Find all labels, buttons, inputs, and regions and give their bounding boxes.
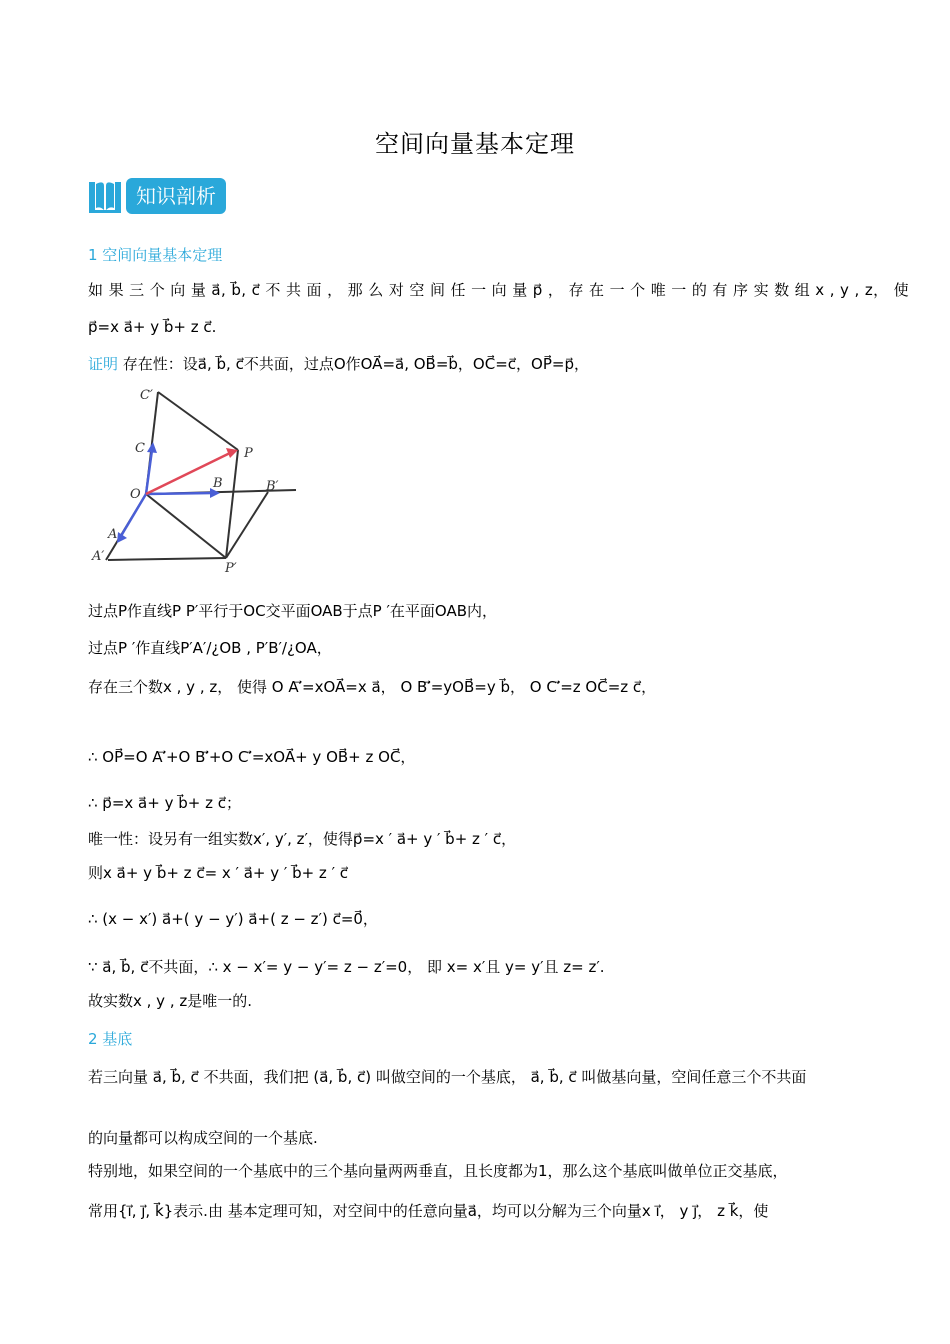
proof-formula-line: 则x a⃗+ y b⃗+ z c⃗= x ′ a⃗+ y ′ b⃗+ z ′ c⃗ [88, 864, 348, 882]
basis-text-line: 特别地，如果空间的一个基底中的三个基向量两两垂直，且长度都为1，那么这个基底叫做单位正交基底， [88, 1162, 788, 1180]
label-o: O [130, 487, 141, 502]
section-heading: 2 基底 [88, 1030, 133, 1048]
figure-edge [146, 494, 226, 558]
proof-label: 证明 [88, 355, 119, 373]
label-b: B [213, 476, 223, 491]
proof-line [88, 353, 589, 374]
label-b-prime: B′ [266, 479, 279, 494]
proof-formula-line: ∴ OP⃗=O A′⃗+O B′⃗+O C′⃗=xOA⃗+ y OB⃗+ z OC⃗， [88, 748, 416, 766]
proof-existence-text: 存在性：设a⃗, b⃗, c⃗不共面，过点O作OA⃗=a⃗, OB⃗=b⃗，OC⃗=c⃗，OP⃗=p⃗， [122, 355, 589, 373]
basis-text-line: 常用{i⃗, j⃗, k⃗}表示.由 基本定理可知，对空间中的任意向量a⃗，均可以分解为三个向量x i⃗， y j⃗， z k⃗，使 [88, 1202, 769, 1220]
label-c-prime: C′ [140, 388, 153, 403]
basis-text-line: 若三向量 a⃗, b⃗, c⃗ 不共面，我们把 (a⃗, b⃗, c⃗) 叫做空间的一个基底， a⃗, b⃗, c⃗ 叫做基向量，空间任意三个不共面 [88, 1068, 807, 1086]
theorem-text: 如 果 三 个 向 量 a⃗, b⃗, c⃗ 不 共 面 ， 那 么 对 空 间 任 一 向 量 p⃗ ， 存 在 一 个 唯 一 的 有 序 实 数 组 x , y , z， 使 [88, 281, 910, 299]
proof-formula-line: ∴ p⃗=x a⃗+ y b⃗+ z c⃗； [88, 794, 241, 812]
label-a-prime: A′ [92, 549, 105, 564]
banner-label: 知识剖析 [126, 178, 226, 214]
label-c: C [135, 441, 145, 456]
page-title: 空间向量基本定理 [375, 130, 575, 158]
figure-edge [108, 558, 226, 560]
label-p-prime: P′ [225, 561, 237, 576]
vector-figure [88, 382, 303, 587]
proof-formula-line: ∴ (x − x′) a⃗+( y − y′) a⃗+( z − z′) c⃗=0⃗， [88, 910, 378, 928]
figure-edge [158, 392, 238, 450]
basis-text-line: 的向量都可以构成空间的一个基底. [88, 1129, 318, 1147]
proof-text-line: 过点P ′作直线P′A′/¿OB , P′B′/¿OA， [88, 639, 332, 657]
section-heading: 1 空间向量基本定理 [88, 246, 223, 264]
theorem-formula: p⃗=x a⃗+ y b⃗+ z c⃗. [88, 318, 217, 336]
proof-text-line: 存在三个数x , y , z， 使得 O A′⃗=xOA⃗=x a⃗， O B′⃗=yOB⃗=y b⃗， O C′⃗=z OC⃗=z c⃗， [88, 678, 657, 696]
section-banner [88, 178, 226, 214]
proof-conclusion: 故实数x , y , z是唯一的. [88, 992, 253, 1010]
vector-oc [146, 450, 152, 494]
proof-text-line: ∵ a⃗, b⃗, c⃗不共面，∴ x − x′= y − y′= z − z′=0， 即 x= x′且 y= y′且 z= z′. [88, 958, 605, 976]
label-p: P [244, 446, 253, 461]
label-a: A [108, 527, 118, 542]
proof-text-line: 唯一性：设另有一组实数x′, y′, z′，使得p⃗=x ′ a⃗+ y ′ b⃗+ z ′ c⃗， [88, 830, 517, 848]
vector-ob [146, 493, 214, 494]
proof-text-line: 过点P作直线P P′平行于OC交平面OAB于点P ′在平面OAB内， [88, 602, 498, 620]
open-book-icon [88, 178, 122, 214]
